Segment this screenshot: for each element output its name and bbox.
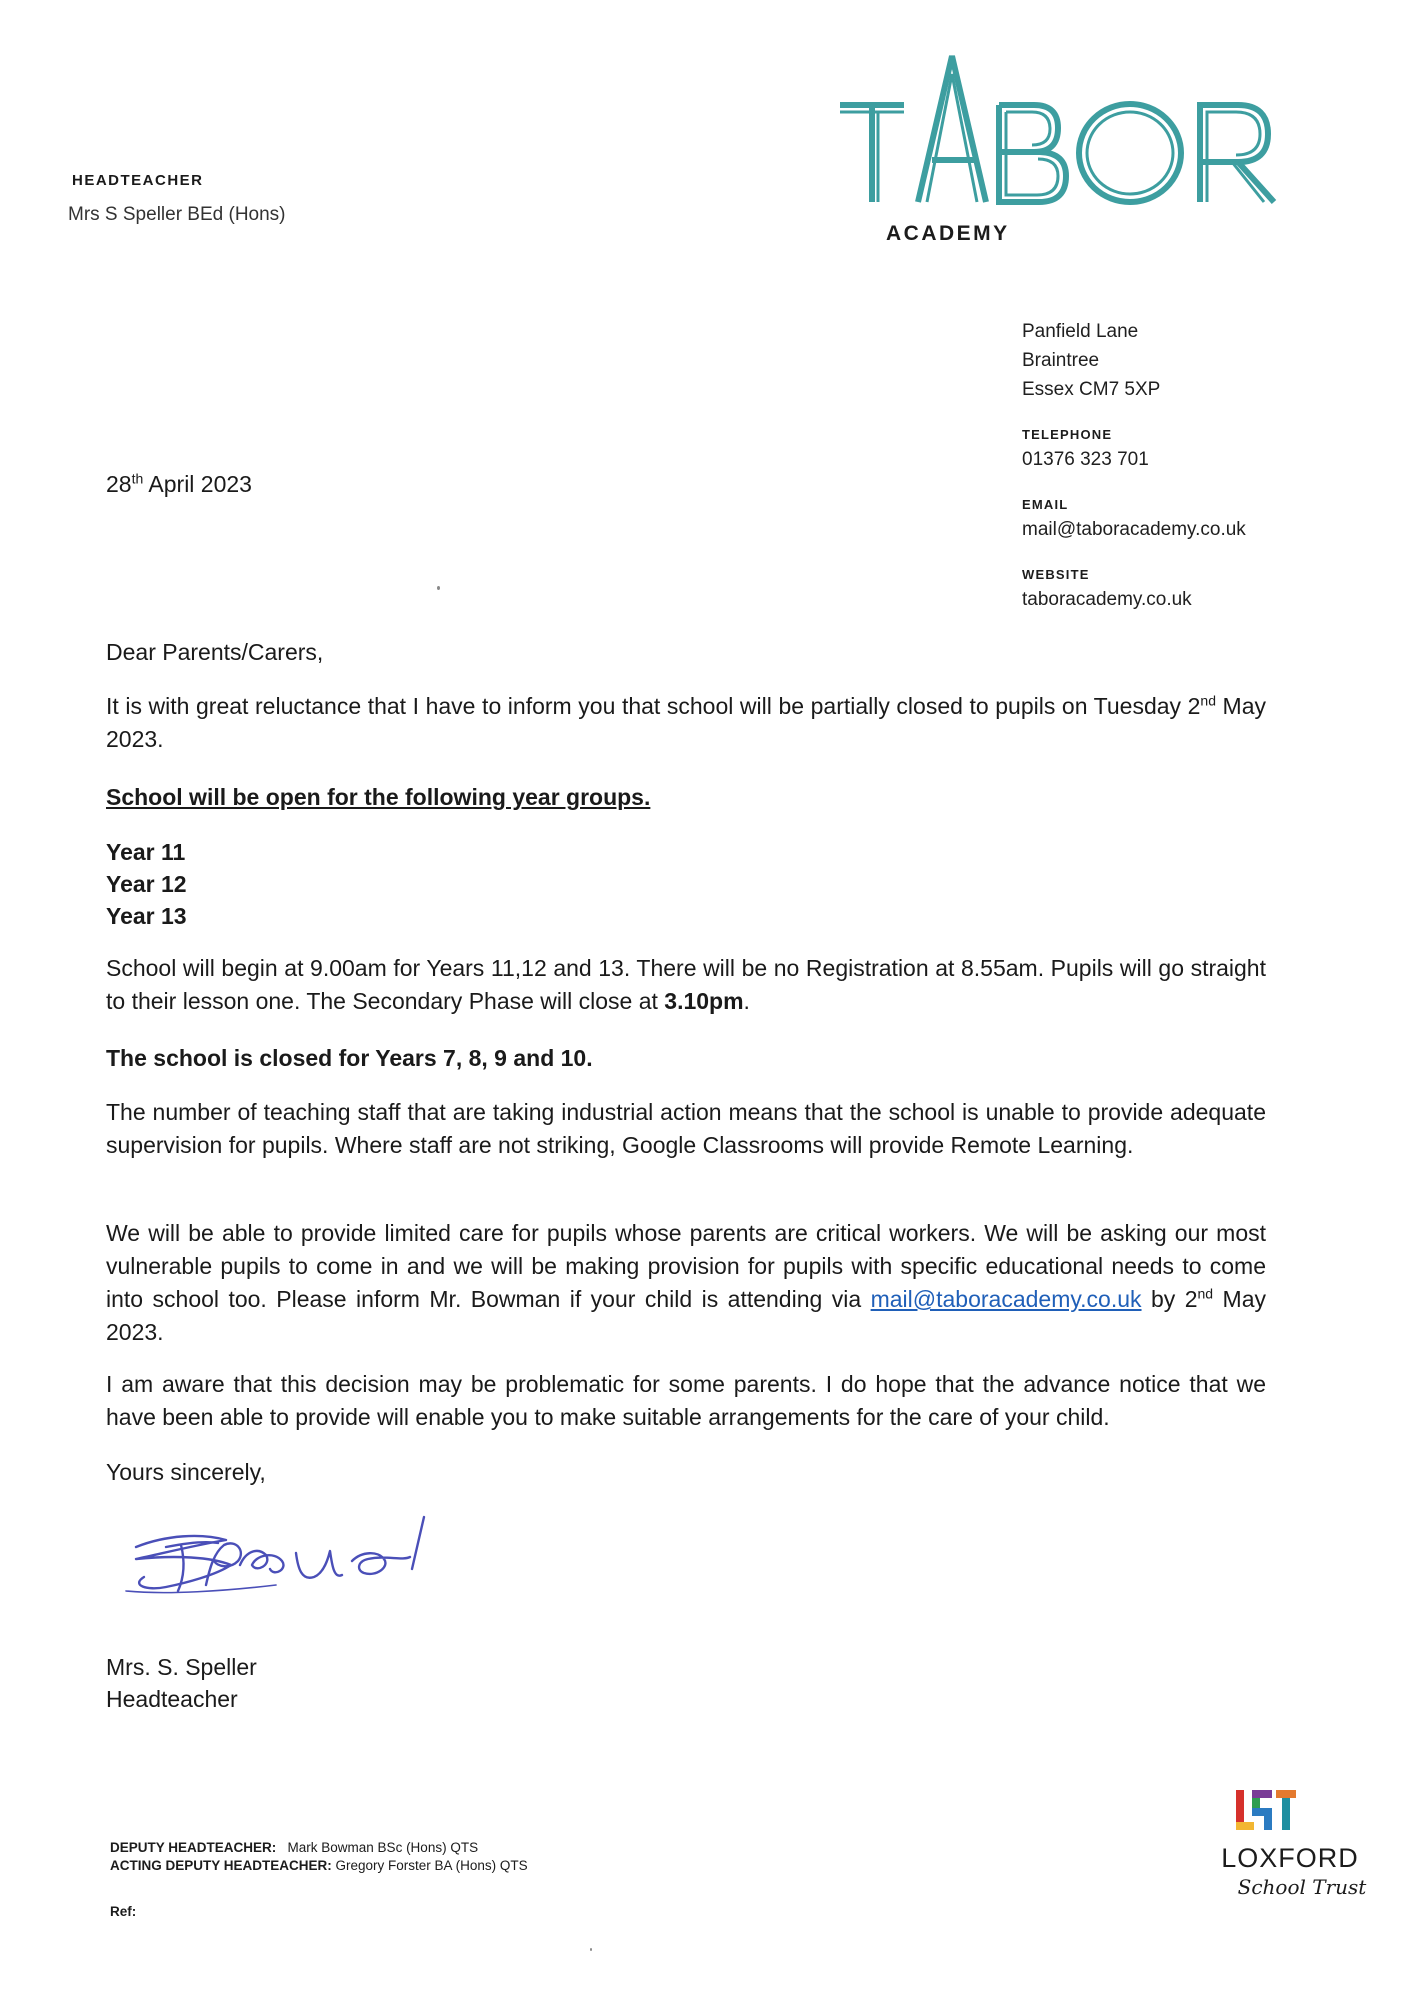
closing: Yours sincerely,: [106, 1459, 266, 1485]
headteacher-name: Mrs S Speller BEd (Hons): [68, 204, 286, 225]
ref-label: Ref:: [110, 1904, 137, 1919]
address-line-2: Braintree: [1022, 350, 1100, 371]
scan-speck: [590, 1948, 592, 1951]
closed-years-statement: The school is closed for Years 7, 8, 9 and 10.: [106, 1045, 593, 1071]
email-value[interactable]: mail@taboracademy.co.uk: [1022, 519, 1246, 540]
paragraph-timings: School will begin at 9.00am for Years 11,12 and 13. There will be no Registration at 8.55am. Pupils will go straight to their lesson one. The Secondary Phase will close at 3.10pm.: [106, 955, 1266, 1014]
email-label: EMAIL: [1022, 497, 1069, 512]
open-year-item: Year 11: [106, 839, 186, 865]
loxford-school-trust-logo: [1190, 1784, 1390, 1924]
trust-emblem-icon: [1236, 1790, 1296, 1830]
website-label: WEBSITE: [1022, 567, 1090, 582]
paragraph-closure-notice: It is with great reluctance that I have to inform you that school will be partially closed to pupils on Tuesday 2nd May 2023.: [106, 692, 1267, 752]
logo-letter-o: [1079, 104, 1181, 202]
open-year-item: Year 13: [106, 903, 187, 929]
headteacher-label: HEADTEACHER: [72, 172, 204, 189]
signatory-name: Mrs. S. Speller: [106, 1654, 257, 1680]
website-value[interactable]: taboracademy.co.uk: [1022, 589, 1192, 610]
deputy-headteacher-line: DEPUTY HEADTEACHER: Mark Bowman BSc (Hons) QTS: [110, 1840, 479, 1855]
open-years-heading: School will be open for the following year groups.: [106, 784, 651, 810]
address-line-1: Panfield Lane: [1022, 321, 1139, 342]
scan-speck: [437, 586, 440, 590]
salutation: Dear Parents/Carers,: [106, 639, 324, 665]
acting-deputy-headteacher-line: ACTING DEPUTY HEADTEACHER: Gregory Forster BA (Hons) QTS: [110, 1858, 528, 1873]
paragraph-industrial-action: The number of teaching staff that are taking industrial action means that the school is unable to provide adequate supervision for pupils. Where staff are not striking, Google Classrooms will provide Remote Learning.: [106, 1099, 1266, 1158]
email-link[interactable]: mail@taboracademy.co.uk: [870, 1286, 1142, 1312]
telephone-label: TELEPHONE: [1022, 427, 1113, 442]
logo-subtitle: ACADEMY: [886, 222, 1010, 245]
open-year-item: Year 12: [106, 871, 187, 897]
address-line-3: Essex CM7 5XP: [1022, 379, 1161, 400]
trust-tagline: School Trust: [1237, 1875, 1367, 1899]
paragraph-arrangements: I am aware that this decision may be problematic for some parents. I do hope that the advance notice that we have been able to provide will enable you to make suitable arrangements for the care of your child.: [106, 1371, 1266, 1430]
signatory-title: Headteacher: [106, 1686, 238, 1712]
paragraph-critical-workers: We will be able to provide limited care for pupils whose parents are critical workers. We will be asking our most vulnerable pupils to come in and we will be making provision for pupils with specific educational needs to come into school too. Please inform Mr. Bowman if your child is attending via mail@taboracademy.co.uk by 2nd May 2023.: [106, 1220, 1266, 1345]
trust-name: LOXFORD: [1221, 1843, 1359, 1873]
tabor-academy-logo: [834, 52, 1294, 242]
handwritten-signature: [106, 1495, 466, 1615]
logo-letter-t: [840, 105, 904, 202]
telephone-value: 01376 323 701: [1022, 449, 1149, 470]
letter-date: 28th April 2023: [106, 470, 252, 497]
